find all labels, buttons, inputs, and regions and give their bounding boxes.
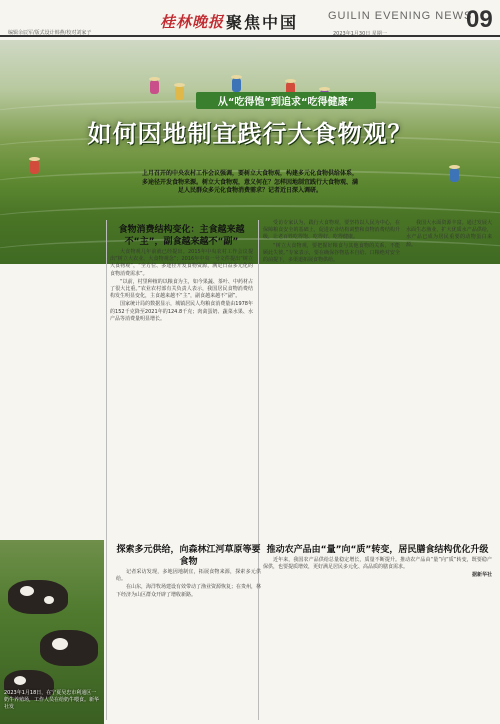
paragraph: 受访专家认为，践行大食物观，要坚持以人民为中心，在保障粮食安全的基础上，促进农业结构调整和食物消费结构升级，让老百姓吃得饱、吃得好、吃得健康。	[263, 220, 400, 241]
article-column-2	[263, 220, 400, 265]
subheading-2: 探索多元供给，向森林江河草原等要食物	[116, 545, 261, 567]
paragraph: 近年来，我国农产品供给总量稳定增长，质量不断提升。推动农产品由“量”向“质”转变，既要稳产保供，也要提质增效，更好满足居民多元化、高品质的膳食需求。	[263, 557, 492, 571]
paragraph: 我国大水面资源丰富。通过发展大水面生态渔业，扩大优质水产品供给，水产品已成为居民重要的动物蛋白来源。	[406, 220, 492, 248]
english-title: GUILIN EVENING NEWS	[328, 10, 473, 22]
subheading-1: 食物消费结构变化：主食越来越不“主”，副食越来越不“副”	[118, 225, 245, 247]
paragraph: 大食物观几年前就已经提出。2015年中央农村工作会议提出“树立大农业、大食物观念”；2016年中央一号文件提出“树立大食物观”，“全方位、多途径开发食物资源，满足日益多元化的食物消费需求”。	[110, 249, 253, 277]
subheading-3: 推动农产品由“量”向“质”转变，居民膳食结构优化升级	[266, 545, 489, 555]
editor-credits: 编辑余辰军/版式设计韩燕/校对刘家子	[8, 30, 92, 36]
dateline: 2023年1月30日 星期一	[333, 31, 387, 37]
article-column-5	[263, 540, 492, 581]
paragraph: 国家统计局的数据显示，城镇居民人均粮食消费量由1978年的152千克降至2021年的124.8千克；肉禽蛋奶、蔬菜水果、水产品等消费量明显增长。	[110, 301, 253, 322]
article-column-3	[406, 220, 492, 250]
article-summary: 上月召开的中央农村工作会议强调，要树立大食物观，构建多元化食物供给体系，多途径开发食物来源。树立大食物观，意义何在？怎样因地制宜践行大食物观、满足人民群众多元化食物消费需求？记者近日深入调研。	[141, 170, 358, 194]
photo-caption: 2023年1月18日，在宁夏吴忠市利通区一奶牛养殖场，工作人员在给奶牛喂食。新华社发	[4, 690, 100, 710]
main-headline: 如何因地制宜践行大食物观？	[87, 120, 413, 148]
page-number: 09	[466, 6, 493, 33]
paragraph: 记者采访发现，多地因地制宜，拓展食物来源，探索多元供给。	[116, 569, 261, 583]
masthead	[0, 0, 500, 37]
headline-kicker: 从“吃得饱”到追求“吃得健康”	[196, 92, 376, 109]
column-divider	[258, 220, 259, 720]
paragraph: 在山东，海洋牧场建设有效带动了渔业资源恢复；在贵州，林下经济为山区群众开辟了增收新路。	[116, 584, 262, 598]
newspaper-logo: 桂林晚报	[160, 13, 225, 31]
byline: 据新华社	[471, 572, 492, 579]
section-title: 聚焦中国	[226, 13, 299, 32]
column-divider	[106, 220, 107, 720]
paragraph: “树立大食物观，要把握好粮食与其他食物的关系，不能顾此失彼。”专家表示，要在确保谷物基本自给、口粮绝对安全的前提下，多渠道拓展食物供给。	[263, 242, 400, 264]
article-column-1	[110, 220, 253, 324]
paragraph: “以前，村里种植的以粮食为主，如今果蔬、茶叶、中药材占了很大比重。”农业农村部有关负责人表示，我国居民食物消费结构发生明显变化，主食越来越不“主”，副食越来越不“副”。	[110, 278, 253, 300]
article-column-4	[116, 540, 261, 600]
